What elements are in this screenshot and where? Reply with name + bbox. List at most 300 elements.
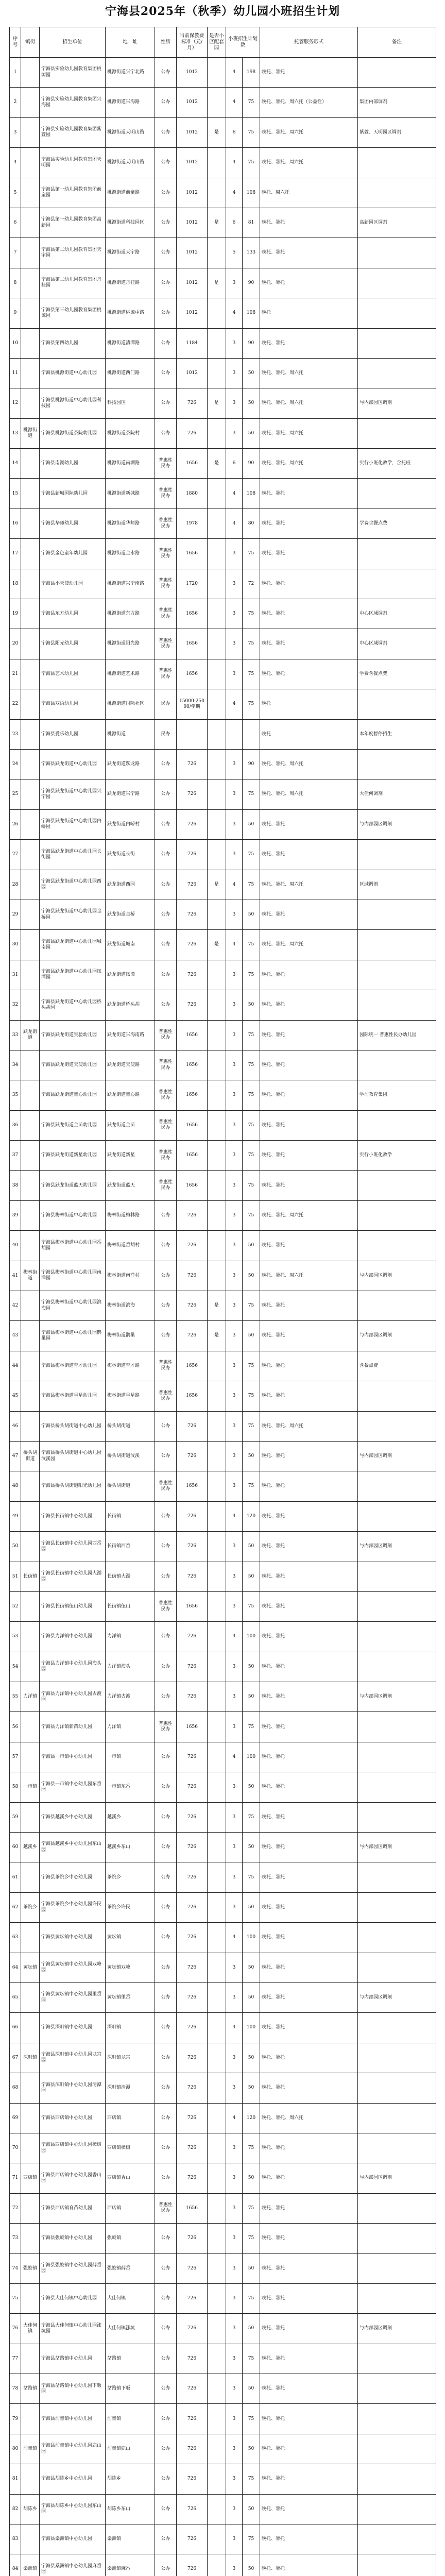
cell-classes: 3 <box>226 900 243 929</box>
cell-community <box>208 1441 226 1471</box>
cell-remark <box>358 2464 436 2494</box>
cell-school: 宁海县深甽镇中心幼儿园龙宫园 <box>40 2043 106 2073</box>
cell-remark <box>358 1411 436 1441</box>
cell-index: 70 <box>10 2133 21 2163</box>
cell-plan: 50 <box>243 2494 260 2524</box>
cell-remark: 紫萱、天明园区调剂 <box>358 117 436 147</box>
cell-community <box>208 779 226 809</box>
cell-remark: 学费含餐点费 <box>358 659 436 689</box>
cell-type: 公办 <box>155 238 177 268</box>
cell-address: 越溪乡 <box>106 1802 155 1832</box>
cell-plan: 90 <box>243 268 260 298</box>
cell-service: 晚托、暑托 <box>260 1953 358 1982</box>
cell-school: 宁海县艺术幼儿园 <box>40 659 106 689</box>
cell-town <box>21 749 40 779</box>
cell-type: 普惠性民办 <box>155 449 177 479</box>
cell-town <box>21 117 40 147</box>
cell-index: 24 <box>10 749 21 779</box>
cell-type: 普惠性民办 <box>155 1471 177 1501</box>
cell-fee: 726 <box>177 2283 208 2313</box>
cell-service: 晚托、暑托 <box>260 2464 358 2494</box>
cell-classes: 3 <box>226 388 243 418</box>
cell-address: 桃源街道南湖路 <box>106 449 155 479</box>
cell-address: 力洋镇古渡 <box>106 1682 155 1712</box>
cell-address: 梅林街道梅林路 <box>106 1200 155 1230</box>
cell-remark: 与内部园区调剂 <box>358 2314 436 2344</box>
cell-service: 晚托、暑托 <box>260 2434 358 2464</box>
table-row <box>10 1682 436 1712</box>
cell-remark: 与内部园区调剂 <box>358 1261 436 1291</box>
cell-index: 44 <box>10 1351 21 1381</box>
cell-address: 胡陈乡东山 <box>106 2494 155 2524</box>
cell-index: 31 <box>10 960 21 990</box>
cell-community <box>208 1591 226 1621</box>
cell-classes: 3 <box>226 1200 243 1230</box>
cell-remark <box>358 1291 436 1321</box>
cell-address: 桥头胡街道 <box>106 1471 155 1501</box>
cell-fee: 726 <box>177 990 208 1020</box>
table-row <box>10 1772 436 1802</box>
cell-fee: 726 <box>177 1231 208 1261</box>
cell-index: 25 <box>10 779 21 809</box>
cell-classes: 3 <box>226 990 243 1020</box>
cell-fee: 726 <box>177 1802 208 1832</box>
cell-service: 晚托、暑托、周六托 <box>260 148 358 178</box>
cell-town <box>21 1351 40 1381</box>
cell-type: 公办 <box>155 58 177 88</box>
cell-fee: 1656 <box>177 1110 208 1140</box>
cell-remark <box>358 178 436 208</box>
cell-type: 公办 <box>155 990 177 1020</box>
table-row <box>10 479 436 509</box>
cell-school: 宁海县梅林街道星星幼儿园 <box>40 1381 106 1411</box>
cell-service: 晚托、暑托、周六托 <box>260 2103 358 2133</box>
cell-community <box>208 509 226 538</box>
cell-type: 普惠性民办 <box>155 659 177 689</box>
cell-remark <box>358 2283 436 2313</box>
cell-community <box>208 960 226 990</box>
cell-classes: 3 <box>226 599 243 629</box>
cell-community <box>208 2464 226 2494</box>
cell-classes: 3 <box>226 2193 243 2223</box>
cell-classes: 3 <box>226 1231 243 1261</box>
cell-school: 宁海县跃龙街道天使幼儿园 <box>40 1050 106 1080</box>
cell-type: 公办 <box>155 870 177 900</box>
cell-school: 宁海县跃龙街道中心幼儿园西园 <box>40 870 106 900</box>
cell-plan: 75 <box>243 1351 260 1381</box>
cell-fee: 726 <box>177 1742 208 1772</box>
table-row <box>10 2043 436 2073</box>
cell-town: 深甽镇 <box>21 2043 40 2073</box>
cell-address: 大佳何镇涨坑 <box>106 2314 155 2344</box>
cell-school: 宁海县第四幼儿园 <box>40 328 106 358</box>
cell-plan: 120 <box>243 1501 260 1531</box>
cell-address: 深甽镇龙宫 <box>106 2043 155 2073</box>
cell-plan: 75 <box>243 2224 260 2253</box>
header-fee: 当前保教费标准（元/月） <box>177 27 208 58</box>
cell-address: 跃龙街道蓝天 <box>106 1171 155 1200</box>
cell-town <box>21 2013 40 2043</box>
cell-index: 19 <box>10 599 21 629</box>
cell-type: 公办 <box>155 1291 177 1321</box>
cell-service: 晚托、暑托 <box>260 2374 358 2404</box>
cell-town <box>21 1171 40 1200</box>
cell-classes: 3 <box>226 2464 243 2494</box>
cell-address: 桃源街道西门路 <box>106 358 155 388</box>
cell-remark: 与内部园区调剂 <box>358 2163 436 2193</box>
cell-town <box>21 358 40 388</box>
cell-remark <box>358 148 436 178</box>
cell-town <box>21 2464 40 2494</box>
cell-community <box>208 1983 226 2013</box>
cell-service: 晚托、暑托 <box>260 1351 358 1381</box>
cell-fee: 1012 <box>177 268 208 298</box>
cell-address: 一市镇东岙 <box>106 1772 155 1802</box>
cell-fee: 1012 <box>177 148 208 178</box>
cell-school: 宁海县力洋镇中心幼儿园海头园 <box>40 1652 106 1682</box>
cell-community <box>208 479 226 509</box>
cell-remark <box>358 1712 436 1742</box>
cell-type: 普惠性民办 <box>155 479 177 509</box>
cell-remark: 与内部园区调剂 <box>358 809 436 839</box>
cell-school: 宁海县胡陈乡中心幼儿园东山园 <box>40 2494 106 2524</box>
cell-remark <box>358 2524 436 2554</box>
cell-index: 58 <box>10 1772 21 1802</box>
cell-index: 61 <box>10 1862 21 1892</box>
cell-index: 6 <box>10 208 21 238</box>
cell-plan: 50 <box>243 2314 260 2344</box>
cell-index: 26 <box>10 809 21 839</box>
cell-fee: 726 <box>177 418 208 448</box>
cell-plan: 75 <box>243 1411 260 1441</box>
cell-type: 公办 <box>155 328 177 358</box>
cell-classes: 3 <box>226 1261 243 1291</box>
cell-classes: 3 <box>226 1351 243 1381</box>
cell-plan: 50 <box>243 1983 260 2013</box>
cell-fee: 726 <box>177 1532 208 1562</box>
cell-school: 宁海县南湖幼儿园 <box>40 449 106 479</box>
cell-index: 32 <box>10 990 21 1020</box>
cell-address: 梅林街道岙胡村 <box>106 1231 155 1261</box>
cell-address: 跃龙街道兴海南路 <box>106 1020 155 1050</box>
cell-address: 黄坛镇双峰 <box>106 1953 155 1982</box>
cell-remark <box>358 749 436 779</box>
table-row <box>10 990 436 1020</box>
cell-address: 长街镇 <box>106 1501 155 1531</box>
cell-plan: 50 <box>243 809 260 839</box>
cell-classes: 3 <box>226 2524 243 2554</box>
cell-school: 宁海县茶院乡中心幼儿园许民园 <box>40 1892 106 1922</box>
cell-community <box>208 2344 226 2374</box>
cell-address: 桃源街道国际社区 <box>106 689 155 719</box>
cell-community <box>208 2434 226 2464</box>
cell-fee: 726 <box>177 1652 208 1682</box>
cell-index: 54 <box>10 1652 21 1682</box>
table-row <box>10 358 436 388</box>
cell-type: 公办 <box>155 88 177 117</box>
cell-town <box>21 2224 40 2253</box>
cell-plan: 75 <box>243 539 260 569</box>
cell-service: 晚托、暑托 <box>260 1050 358 1080</box>
cell-remark <box>358 479 436 509</box>
cell-town <box>21 208 40 238</box>
cell-classes: 4 <box>226 2103 243 2133</box>
table-row <box>10 659 436 689</box>
table-row <box>10 208 436 238</box>
cell-plan: 50 <box>243 1682 260 1712</box>
cell-service: 晚托、暑托 <box>260 1712 358 1742</box>
cell-address: 跃龙街道凤潭 <box>106 960 155 990</box>
cell-community <box>208 1622 226 1652</box>
cell-community <box>208 1080 226 1110</box>
cell-town <box>21 509 40 538</box>
cell-community <box>208 2073 226 2103</box>
cell-classes: 3 <box>226 328 243 358</box>
table-row <box>10 1261 436 1291</box>
cell-index: 69 <box>10 2103 21 2133</box>
cell-remark <box>358 1171 436 1200</box>
cell-plan: 50 <box>243 1833 260 1862</box>
cell-service: 晚托、周六托 <box>260 178 358 208</box>
cell-community <box>208 629 226 659</box>
cell-fee: 726 <box>177 1892 208 1922</box>
cell-type: 公办 <box>155 1983 177 2013</box>
cell-remark <box>358 990 436 1020</box>
cell-index: 40 <box>10 1231 21 1261</box>
cell-fee: 726 <box>177 1261 208 1291</box>
cell-type: 普惠性民办 <box>155 1110 177 1140</box>
cell-classes: 3 <box>226 1532 243 1562</box>
cell-index: 71 <box>10 2163 21 2193</box>
cell-school: 宁海县实验幼儿园教育集团天明园 <box>40 148 106 178</box>
cell-type: 普惠性民办 <box>155 1141 177 1171</box>
cell-town <box>21 1381 40 1411</box>
cell-plan: 50 <box>243 2434 260 2464</box>
cell-fee: 726 <box>177 1983 208 2013</box>
cell-school: 宁海县胡陈乡中心幼儿园 <box>40 2464 106 2494</box>
cell-school: 宁海县梅林街道中心幼儿园鹊巢园 <box>40 1321 106 1351</box>
cell-school: 宁海县跃龙街道中心幼儿园 <box>40 749 106 779</box>
cell-service: 晚托、暑托 <box>260 1020 358 1050</box>
cell-service: 晚托、暑托 <box>260 268 358 298</box>
table-row <box>10 840 436 870</box>
cell-type: 公办 <box>155 2464 177 2494</box>
cell-plan: 75 <box>243 2283 260 2313</box>
cell-town <box>21 1532 40 1562</box>
cell-type: 公办 <box>155 208 177 238</box>
cell-type: 公办 <box>155 1892 177 1922</box>
cell-classes: 3 <box>226 1712 243 1742</box>
cell-address: 桃源街道清潭路 <box>106 328 155 358</box>
cell-address: 桑洲镇麻岙 <box>106 2554 155 2576</box>
header-service: 托管服务形式 <box>260 27 358 58</box>
cell-town <box>21 88 40 117</box>
table-row <box>10 779 436 809</box>
cell-index: 67 <box>10 2043 21 2073</box>
table-row <box>10 930 436 960</box>
cell-type: 普惠性民办 <box>155 629 177 659</box>
cell-plan: 75 <box>243 930 260 960</box>
cell-fee: 726 <box>177 2434 208 2464</box>
cell-classes: 3 <box>226 809 243 839</box>
cell-address: 跃龙街道金桥 <box>106 900 155 929</box>
cell-community <box>208 1712 226 1742</box>
cell-fee: 726 <box>177 2344 208 2374</box>
cell-fee: 1656 <box>177 2193 208 2223</box>
cell-town <box>21 539 40 569</box>
cell-plan: 75 <box>243 1471 260 1501</box>
cell-fee: 726 <box>177 1862 208 1892</box>
cell-classes: 3 <box>226 1862 243 1892</box>
cell-school: 宁海县第一幼儿园教育集团高新园 <box>40 208 106 238</box>
cell-community <box>208 1682 226 1712</box>
cell-community <box>208 2404 226 2434</box>
cell-plan: 75 <box>243 1591 260 1621</box>
cell-service: 晚托、暑托 <box>260 1171 358 1200</box>
cell-community <box>208 749 226 779</box>
cell-plan: 90 <box>243 749 260 779</box>
cell-classes: 3 <box>226 2133 243 2163</box>
cell-type: 公办 <box>155 2524 177 2554</box>
cell-service: 晚托、暑托、周六托 <box>260 1261 358 1291</box>
cell-community <box>208 2494 226 2524</box>
cell-community: 是 <box>208 117 226 147</box>
cell-community <box>208 1923 226 1953</box>
cell-fee: 726 <box>177 1200 208 1230</box>
cell-type: 公办 <box>155 2224 177 2253</box>
cell-fee: 726 <box>177 388 208 418</box>
table-row <box>10 2554 436 2576</box>
cell-type: 公办 <box>155 1923 177 1953</box>
cell-town <box>21 1411 40 1441</box>
cell-fee: 726 <box>177 1321 208 1351</box>
cell-index: 64 <box>10 1953 21 1982</box>
cell-remark <box>358 1892 436 1922</box>
table-row <box>10 1892 436 1922</box>
cell-plan: 50 <box>243 418 260 448</box>
table-row <box>10 1983 436 2013</box>
cell-community: 是 <box>208 449 226 479</box>
cell-classes: 3 <box>226 1772 243 1802</box>
cell-type: 公办 <box>155 960 177 990</box>
table-row <box>10 539 436 569</box>
cell-index: 2 <box>10 88 21 117</box>
cell-fee: 726 <box>177 1562 208 1591</box>
cell-fee: 726 <box>177 2524 208 2554</box>
table-row <box>10 1020 436 1050</box>
cell-plan: 100 <box>243 1622 260 1652</box>
cell-remark: 含餐点费 <box>358 1351 436 1381</box>
header-remark: 备注 <box>358 27 436 58</box>
cell-address: 桃源街道东方路 <box>106 599 155 629</box>
cell-fee: 1012 <box>177 117 208 147</box>
cell-town: 岔路镇 <box>21 2374 40 2404</box>
cell-remark <box>358 328 436 358</box>
cell-plan: 75 <box>243 779 260 809</box>
cell-address: 跃龙街道西园 <box>106 870 155 900</box>
cell-school: 宁海县深甽镇中心幼儿园 <box>40 2013 106 2043</box>
cell-classes: 4 <box>226 1923 243 1953</box>
cell-remark: 与内部园区调剂 <box>358 1682 436 1712</box>
cell-type: 公办 <box>155 779 177 809</box>
cell-community <box>208 238 226 268</box>
cell-community <box>208 900 226 929</box>
cell-service: 晚托、暑托 <box>260 1652 358 1682</box>
cell-classes: 3 <box>226 1471 243 1501</box>
cell-index: 7 <box>10 238 21 268</box>
cell-fee: 1012 <box>177 208 208 238</box>
cell-fee: 1880 <box>177 479 208 509</box>
cell-index: 56 <box>10 1712 21 1742</box>
cell-remark <box>358 689 436 719</box>
cell-index: 14 <box>10 449 21 479</box>
cell-classes: 3 <box>226 1652 243 1682</box>
cell-index: 38 <box>10 1171 21 1200</box>
cell-classes: 3 <box>226 2314 243 2344</box>
cell-town <box>21 809 40 839</box>
cell-index: 9 <box>10 298 21 328</box>
table-row <box>10 569 436 599</box>
cell-index: 30 <box>10 930 21 960</box>
cell-address: 跃龙街道天使路 <box>106 1050 155 1080</box>
cell-community: 是 <box>208 930 226 960</box>
cell-address: 黄坛镇里岙 <box>106 1983 155 2013</box>
table-row <box>10 870 436 900</box>
cell-fee: 1656 <box>177 539 208 569</box>
cell-classes: 3 <box>226 2163 243 2193</box>
cell-town: 黄坛镇 <box>21 1953 40 1982</box>
cell-type: 公办 <box>155 1411 177 1441</box>
cell-remark <box>358 2133 436 2163</box>
cell-index: 29 <box>10 900 21 929</box>
table-row <box>10 1923 436 1953</box>
cell-index: 18 <box>10 569 21 599</box>
cell-index: 47 <box>10 1441 21 1471</box>
cell-plan: 50 <box>243 1441 260 1471</box>
table-row <box>10 2464 436 2494</box>
cell-remark <box>358 2073 436 2103</box>
cell-service: 晚托、暑托、周六托 <box>260 449 358 479</box>
cell-fee: 15000-25000/学期 <box>177 689 208 719</box>
header-index: 序号 <box>10 27 21 58</box>
cell-school: 宁海县跃龙街道中心幼儿园城南园 <box>40 930 106 960</box>
cell-school: 宁海县一市镇中心幼儿园东岙园 <box>40 1772 106 1802</box>
cell-classes: 3 <box>226 2374 243 2404</box>
table-row <box>10 1742 436 1772</box>
cell-type: 公办 <box>155 388 177 418</box>
cell-index: 28 <box>10 870 21 900</box>
cell-address: 西店镇香山 <box>106 2163 155 2193</box>
cell-fee: 1012 <box>177 298 208 328</box>
table-row <box>10 88 436 117</box>
cell-town: 梅林街道 <box>21 1261 40 1291</box>
cell-classes: 4 <box>226 479 243 509</box>
cell-classes: 3 <box>226 1591 243 1621</box>
cell-town <box>21 599 40 629</box>
cell-service: 晚托、暑托 <box>260 1321 358 1351</box>
cell-school: 宁海县桃源街道茶院幼儿园 <box>40 418 106 448</box>
cell-fee: 1656 <box>177 1050 208 1080</box>
cell-classes: 4 <box>226 2013 243 2043</box>
cell-town <box>21 1712 40 1742</box>
cell-fee: 726 <box>177 749 208 779</box>
cell-fee: 726 <box>177 2103 208 2133</box>
table-row <box>10 1231 436 1261</box>
cell-community <box>208 2554 226 2576</box>
cell-service: 晚托、暑托 <box>260 1591 358 1621</box>
cell-fee: 726 <box>177 870 208 900</box>
cell-plan: 75 <box>243 840 260 870</box>
